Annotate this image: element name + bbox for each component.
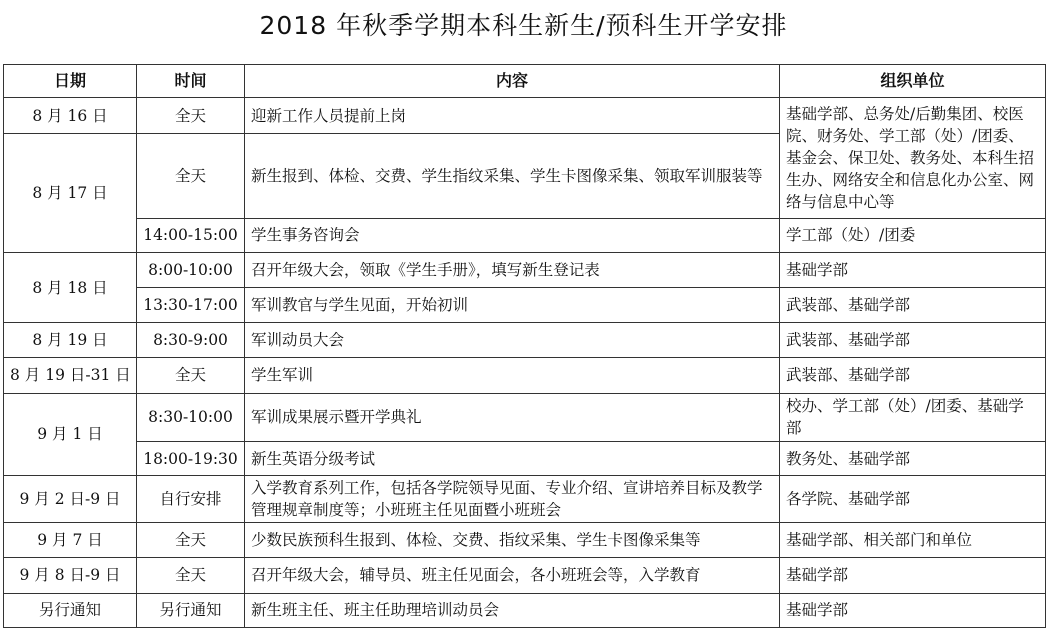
time-cell: 全天	[137, 98, 245, 134]
time-cell: 自行安排	[137, 476, 245, 523]
time-cell: 全天	[137, 357, 245, 393]
date-cell: 8 月 18 日	[4, 252, 137, 322]
content-cell: 军训教官与学生见面，开始初训	[245, 288, 780, 323]
table-row	[4, 393, 1046, 441]
content-cell: 新生报到、体检、交费、学生指纹采集、学生卡图像采集、领取军训服装等	[245, 134, 780, 218]
content-cell: 入学教育系列工作，包括各学院领导见面、专业介绍、宣讲培养目标及教学管理规章制度等；小班班主任见面暨小班班会	[245, 476, 780, 523]
time-cell: 14:00-15:00	[137, 218, 245, 252]
table-row	[4, 593, 1046, 627]
header-time: 时间	[137, 65, 245, 98]
org-cell: 武装部、基础学部	[780, 323, 1046, 357]
table-row	[4, 288, 1046, 323]
content-cell: 学生军训	[245, 357, 780, 393]
date-cell: 9 月 1 日	[4, 393, 137, 475]
content-cell: 召开年级大会，辅导员、班主任见面会，各小班班会等，入学教育	[245, 557, 780, 593]
header-date: 日期	[4, 65, 137, 98]
org-cell: 学工部（处）/团委	[780, 218, 1046, 252]
table-row	[4, 523, 1046, 557]
time-cell: 另行通知	[137, 593, 245, 627]
org-cell: 基础学部、相关部门和单位	[780, 523, 1046, 557]
content-cell: 召开年级大会，领取《学生手册》，填写新生登记表	[245, 252, 780, 287]
time-cell: 13:30-17:00	[137, 288, 245, 323]
org-cell: 教务处、基础学部	[780, 441, 1046, 475]
org-cell: 各学院、基础学部	[780, 476, 1046, 523]
time-cell: 全天	[137, 557, 245, 593]
org-cell: 校办、学工部（处）/团委、基础学部	[780, 393, 1046, 441]
time-cell: 18:00-19:30	[137, 441, 245, 475]
table-row	[4, 323, 1046, 357]
table-row	[4, 476, 1046, 523]
time-cell: 8:30-9:00	[137, 323, 245, 357]
date-cell: 8 月 19 日	[4, 323, 137, 357]
time-cell: 全天	[137, 134, 245, 218]
org-cell: 武装部、基础学部	[780, 357, 1046, 393]
content-cell: 新生班主任、班主任助理培训动员会	[245, 593, 780, 627]
time-cell: 全天	[137, 523, 245, 557]
header-content: 内容	[245, 65, 780, 98]
content-cell: 学生事务咨询会	[245, 218, 780, 252]
date-cell: 8 月 16 日	[4, 98, 137, 134]
time-cell: 8:30-10:00	[137, 393, 245, 441]
header-org: 组织单位	[780, 65, 1046, 98]
header-row	[4, 65, 1046, 98]
org-cell: 武装部、基础学部	[780, 288, 1046, 323]
date-cell: 9 月 8 日-9 日	[4, 557, 137, 593]
time-cell: 8:00-10:00	[137, 252, 245, 287]
table-row	[4, 252, 1046, 287]
table-row	[4, 98, 1046, 134]
table-row	[4, 218, 1046, 252]
org-cell: 基础学部	[780, 252, 1046, 287]
schedule-table	[3, 64, 1046, 628]
org-cell: 基础学部	[780, 593, 1046, 627]
content-cell: 新生英语分级考试	[245, 441, 780, 475]
table-row	[4, 357, 1046, 393]
content-cell: 军训动员大会	[245, 323, 780, 357]
org-cell: 基础学部、总务处/后勤集团、校医院、财务处、学工部（处）/团委、基金会、保卫处、教务处、本科生招生办、网络安全和信息化办公室、网络与信息中心等	[780, 98, 1046, 219]
table-row	[4, 441, 1046, 475]
date-cell: 另行通知	[4, 593, 137, 627]
date-cell: 8 月 19 日-31 日	[4, 357, 137, 393]
date-cell: 9 月 7 日	[4, 523, 137, 557]
date-cell: 8 月 17 日	[4, 134, 137, 253]
table-row	[4, 557, 1046, 593]
content-cell: 少数民族预科生报到、体检、交费、指纹采集、学生卡图像采集等	[245, 523, 780, 557]
date-cell: 9 月 2 日-9 日	[4, 476, 137, 523]
org-cell: 基础学部	[780, 557, 1046, 593]
content-cell: 军训成果展示暨开学典礼	[245, 393, 780, 441]
content-cell: 迎新工作人员提前上岗	[245, 98, 780, 134]
page-title: 2018 年秋季学期本科生新生/预科生开学安排	[259, 11, 788, 40]
